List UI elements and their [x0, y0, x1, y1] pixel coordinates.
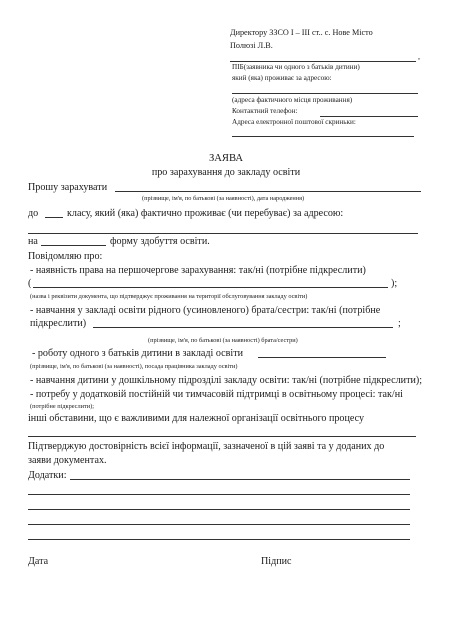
paren-close: );	[391, 278, 398, 289]
paren-open: (	[28, 278, 32, 289]
attachments-line	[28, 524, 410, 525]
parent-work-underline	[258, 357, 386, 358]
pib-underline	[230, 61, 416, 62]
confirm-line-end: заяви документах.	[28, 455, 107, 466]
recipient-line: Директору ЗЗСО І – ІІІ ст.. с. Нове Місто	[230, 28, 373, 37]
address-underline	[232, 93, 418, 94]
sibling-semicolon: ;	[398, 318, 401, 329]
recipient-name: Полюзі Л.В.	[230, 41, 273, 50]
attachments-underline	[70, 479, 410, 480]
class-prefix: до	[28, 208, 39, 219]
attachments-line	[28, 539, 410, 540]
request-label: Прошу зарахувати	[28, 182, 108, 193]
sibling-underline	[93, 327, 393, 328]
document-underline	[33, 287, 388, 288]
document-caption: (назва і реквізити документа, що підтверджує проживання на території обслуговування закладу освіти)	[30, 293, 308, 300]
form-text: форму здобуття освіти.	[110, 236, 210, 247]
address-caption: (адреса фактичного місця проживання)	[232, 96, 353, 104]
support-caption: (потрібне підкреслити);	[30, 403, 94, 410]
name-caption: (прізвище, ім'я, по батькові (за наявності), дата народження)	[142, 195, 305, 202]
signature-label: Підпис	[261, 556, 292, 567]
residence-underline	[28, 233, 418, 234]
support-line: - потребу у додатковій постійній чи тимчасовій підтримці в освітньому процесі: так/ні	[30, 389, 403, 400]
preschool-line: - навчання дитини у дошкільному підрозділі закладу освіти: так/ні (потрібне підкреслити);	[30, 375, 423, 386]
form-prefix: на	[28, 236, 38, 247]
confirm-line: Підтверджую достовірність всієї інформації, зазначеної в цій заяві та у доданих до	[28, 441, 385, 452]
document-title: ЗАЯВА	[208, 153, 244, 164]
attachments-label: Додатки:	[28, 470, 67, 481]
attachments-line	[28, 509, 410, 510]
document-subtitle: про зарахування до закладу освіти	[151, 167, 301, 178]
pib-caption: ПІБ(заявника чи одного з батьків дитини)	[232, 63, 360, 71]
email-underline	[232, 136, 414, 137]
sibling-caption: (прізвище, ім'я, по батькові (за наявності) брата/сестри)	[148, 337, 298, 344]
name-underline	[115, 191, 421, 192]
sibling-underline-label: підкреслити)	[30, 318, 87, 329]
date-label: Дата	[28, 556, 49, 567]
pib-dot: ,	[418, 52, 421, 61]
address-caption-intro: який (яка) проживає за адресою:	[232, 74, 332, 82]
sibling-line: - навчання у закладі освіти рідного (усиновленого) брата/сестри: так/ні (потрібне	[30, 305, 381, 316]
phone-label: Контактний телефон:	[232, 107, 298, 115]
parent-work-line: - роботу одного з батьків дитини в закладі освіти	[32, 348, 244, 359]
phone-underline	[320, 116, 418, 117]
parent-work-caption: (прізвище, ім'я, по батькові (за наявності), посада працівника закладу освіти)	[30, 363, 238, 370]
class-text: класу, який (яка) фактично проживає (чи перебуває) за адресою:	[67, 208, 344, 219]
attachments-line	[28, 494, 410, 495]
other-underline	[28, 436, 416, 437]
notify-label: Повідомляю про:	[28, 251, 103, 262]
other-circumstances: інші обставини, що є важливими для належної організації освітнього процесу	[28, 413, 364, 424]
class-underline	[45, 217, 63, 218]
form-underline	[41, 245, 106, 246]
priority-right-line: - наявність права на першочергове зарахування: так/ні (потрібне підкреслити)	[30, 265, 366, 276]
email-label: Адреса електронної поштової скриньки:	[232, 118, 356, 126]
